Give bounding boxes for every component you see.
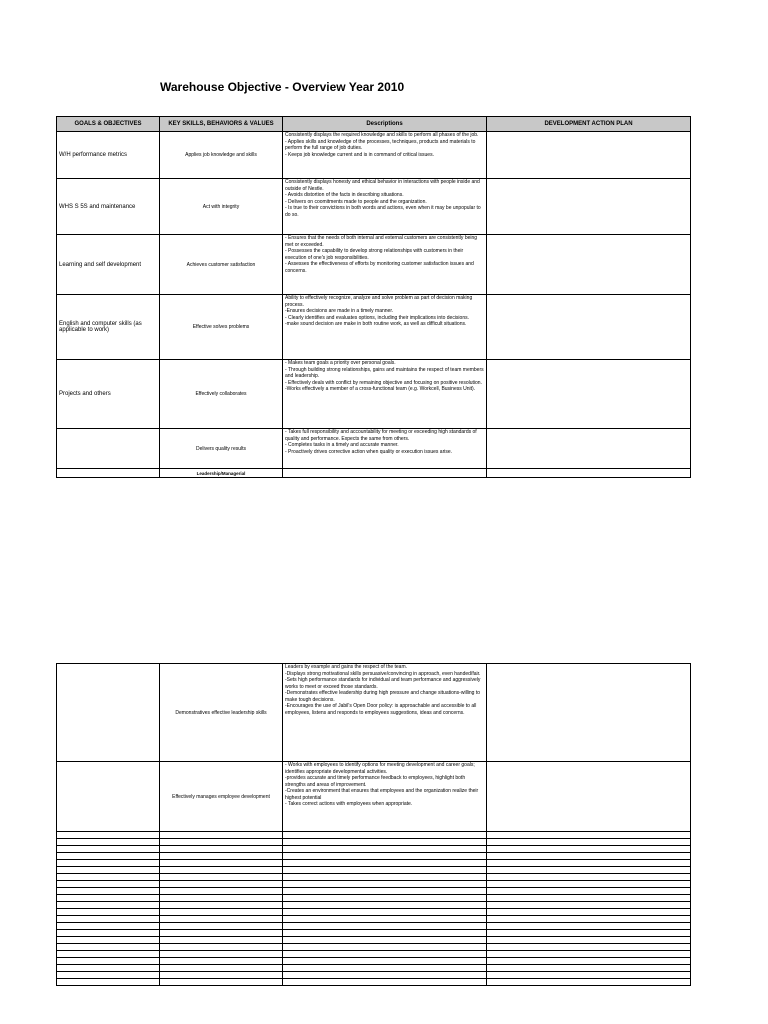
empty-row [57, 895, 691, 902]
action-plan-cell[interactable] [487, 469, 691, 478]
objectives-table [56, 116, 691, 478]
empty-cell[interactable] [160, 923, 283, 930]
action-plan-cell[interactable] [487, 295, 691, 360]
empty-row [57, 902, 691, 909]
empty-row [57, 930, 691, 937]
goal-cell: W/H performance metrics [57, 132, 160, 179]
action-plan-cell[interactable] [487, 179, 691, 235]
table-row [57, 664, 691, 762]
empty-cell[interactable] [487, 930, 691, 937]
action-plan-cell[interactable] [487, 762, 691, 832]
table-row [57, 469, 691, 478]
empty-cell[interactable] [487, 972, 691, 979]
empty-cell[interactable] [487, 881, 691, 888]
empty-cell[interactable] [160, 832, 283, 839]
empty-cell[interactable] [160, 951, 283, 958]
empty-cell[interactable] [160, 895, 283, 902]
empty-cell[interactable] [57, 881, 160, 888]
empty-cell[interactable] [160, 902, 283, 909]
empty-cell[interactable] [283, 909, 487, 916]
goal-cell [57, 469, 160, 478]
empty-row [57, 972, 691, 979]
empty-cell[interactable] [57, 930, 160, 937]
header-descriptions: Descriptions [283, 117, 487, 132]
empty-cell[interactable] [283, 923, 487, 930]
action-plan-cell[interactable] [487, 235, 691, 295]
empty-cell[interactable] [57, 909, 160, 916]
description-cell: Ability to effectively recognize, analyze and solve problem as part of decision making process. -Ensures decisions are made in a timely manner. - Clearly identifies and evaluates options, including their implications into decisions. -make sound decision are make in both routine work, as well as difficult situations. [283, 295, 487, 360]
empty-cell[interactable] [487, 867, 691, 874]
empty-cell[interactable] [283, 860, 487, 867]
empty-row [57, 923, 691, 930]
empty-row [57, 958, 691, 965]
action-plan-cell[interactable] [487, 132, 691, 179]
table-row [57, 295, 691, 360]
action-plan-cell[interactable] [487, 664, 691, 762]
empty-cell[interactable] [57, 965, 160, 972]
empty-cell[interactable] [160, 930, 283, 937]
empty-cell[interactable] [57, 888, 160, 895]
empty-cell[interactable] [57, 853, 160, 860]
empty-cell[interactable] [160, 846, 283, 853]
empty-cell[interactable] [160, 944, 283, 951]
empty-cell[interactable] [283, 895, 487, 902]
skill-cell: Demonstratives effective leadership skills [160, 664, 283, 762]
empty-cell[interactable] [487, 916, 691, 923]
empty-cell[interactable] [57, 895, 160, 902]
goal-cell [57, 429, 160, 469]
empty-cell[interactable] [57, 944, 160, 951]
empty-cell[interactable] [283, 930, 487, 937]
header-row [57, 117, 691, 132]
empty-cell[interactable] [487, 860, 691, 867]
empty-cell[interactable] [283, 937, 487, 944]
skill-cell: Effective solves problems [160, 295, 283, 360]
empty-cell[interactable] [57, 832, 160, 839]
empty-cell[interactable] [283, 944, 487, 951]
empty-cell[interactable] [283, 881, 487, 888]
empty-cell[interactable] [283, 972, 487, 979]
empty-cell[interactable] [57, 937, 160, 944]
empty-cell[interactable] [160, 972, 283, 979]
empty-row [57, 881, 691, 888]
empty-cell[interactable] [283, 958, 487, 965]
empty-row [57, 965, 691, 972]
empty-cell[interactable] [160, 965, 283, 972]
empty-cell[interactable] [283, 853, 487, 860]
empty-cell[interactable] [57, 958, 160, 965]
empty-cell[interactable] [57, 874, 160, 881]
empty-cell[interactable] [57, 923, 160, 930]
empty-cell[interactable] [487, 937, 691, 944]
empty-cell[interactable] [57, 860, 160, 867]
empty-cell[interactable] [160, 839, 283, 846]
skill-cell: Effectively collaborates [160, 360, 283, 429]
empty-cell[interactable] [487, 839, 691, 846]
empty-cell[interactable] [57, 951, 160, 958]
empty-cell[interactable] [283, 916, 487, 923]
empty-cell[interactable] [283, 832, 487, 839]
header-goals: GOALS & OBJECTIVES [57, 117, 160, 132]
action-plan-cell[interactable] [487, 429, 691, 469]
empty-cell[interactable] [283, 965, 487, 972]
empty-cell[interactable] [160, 958, 283, 965]
empty-cell[interactable] [487, 846, 691, 853]
goal-cell: Projects and others [57, 360, 160, 429]
description-cell: Consistently displays honesty and ethical behavior in interactions with people inside and outside of Nestle. - Avoids distortion of the facts in describing situations. - Delivers on coomitments made to people and the organization. - Is true to their convictions in both words and actions, even when it may be unpopular to do so. [283, 179, 487, 235]
empty-cell[interactable] [487, 965, 691, 972]
empty-cell[interactable] [160, 853, 283, 860]
description-cell: - Makes team goals a priority over personal goals. - Through building strong relationships, gains and maintains the respect of team members and leadership. - Effectively deals with conflict by remaining objective and focusing on positive resolution. -Works effectively a member of a cross-functional team (e.g. Workcell, Business Unit). [283, 360, 487, 429]
goal-cell [57, 762, 160, 832]
empty-cell[interactable] [283, 839, 487, 846]
empty-cell[interactable] [57, 916, 160, 923]
empty-cell[interactable] [160, 937, 283, 944]
empty-row [57, 860, 691, 867]
goal-cell [57, 664, 160, 762]
goal-cell: English and computer skills (as applicable to work) [57, 295, 160, 360]
empty-cell[interactable] [487, 832, 691, 839]
empty-row [57, 853, 691, 860]
empty-cell[interactable] [487, 958, 691, 965]
skill-cell: Achieves customer satisfaction [160, 235, 283, 295]
skill-cell: Delivers quality results [160, 429, 283, 469]
empty-row [57, 951, 691, 958]
goal-cell: WHS S 5S and maintenance [57, 179, 160, 235]
empty-cell[interactable] [283, 867, 487, 874]
empty-row [57, 832, 691, 839]
empty-cell[interactable] [160, 860, 283, 867]
empty-cell[interactable] [160, 916, 283, 923]
skill-cell: Applies job knowledge and skills [160, 132, 283, 179]
empty-cell[interactable] [160, 881, 283, 888]
table-row [57, 429, 691, 469]
empty-row [57, 839, 691, 846]
description-cell [283, 469, 487, 478]
description-cell: - Takes full responsibility and accountability for meeting or exceeding high standards of quality and performance. Expects the same from others. - Completes tasks in a timely and accurate manner. - Proactively drives corrective action when quality or execution issues arise. [283, 429, 487, 469]
header-skills: KEY SKILLS, BEHAVIORS & VALUES [160, 117, 283, 132]
table-row [57, 132, 691, 179]
empty-cell[interactable] [57, 902, 160, 909]
empty-row [57, 937, 691, 944]
action-plan-cell[interactable] [487, 360, 691, 429]
description-cell: - Ensures that the needs of both internal and external customers are consistently being met or exceeded. - Possesses the capability to develop strong relationships with customers in their execution of one's job responsibilities. - Assesses the effectiveness of efforts by monitoring customer satisfaction issues and concerns. [283, 235, 487, 295]
skill-cell: Effectively manages employee development [160, 762, 283, 832]
empty-cell[interactable] [283, 846, 487, 853]
empty-cell[interactable] [487, 902, 691, 909]
empty-cell[interactable] [57, 972, 160, 979]
empty-cell[interactable] [57, 867, 160, 874]
empty-cell[interactable] [487, 888, 691, 895]
table-row [57, 179, 691, 235]
empty-row [57, 916, 691, 923]
empty-cell[interactable] [57, 979, 160, 986]
section-label: Leadership/Managerial [160, 469, 283, 478]
empty-cell[interactable] [487, 909, 691, 916]
description-cell: - Works with employees to identify options for meeting development and career goals; identifies appropriate developmental activities. -provides accurate and timely performance feedback to employees, highlight both strengths and areas of improvement. -Creates an environment that ensures that employees and the organization realize their highest potential - Takes correct actions with employees when appropriate. [283, 762, 487, 832]
empty-cell[interactable] [160, 979, 283, 986]
empty-cell[interactable] [283, 951, 487, 958]
table-row [57, 235, 691, 295]
empty-rows [57, 832, 691, 986]
skill-cell: Act with integrity [160, 179, 283, 235]
empty-row [57, 874, 691, 881]
empty-cell[interactable] [160, 874, 283, 881]
empty-row [57, 944, 691, 951]
empty-cell[interactable] [487, 951, 691, 958]
empty-cell[interactable] [487, 874, 691, 881]
description-cell: Leaders by example and gains the respect of the team. -Displays strong motivational skills persuasive/convincing in approach, even handed/fair. -Sets high performance standards for individual and team performance and aggressively works to meet or exceed those standards. -Demonstrates effective leadership during high pressure and change situations-willing to make tough decisions. -Encourages the use of Jabil's Open Door policy: is approachable and accessible to all employees, listens and responds to employees suggestions, ideas and concerns. [283, 664, 487, 762]
empty-row [57, 888, 691, 895]
empty-cell[interactable] [160, 888, 283, 895]
empty-cell[interactable] [487, 923, 691, 930]
empty-cell[interactable] [283, 979, 487, 986]
empty-row [57, 867, 691, 874]
empty-row [57, 979, 691, 986]
empty-cell[interactable] [283, 902, 487, 909]
goal-cell: Learning and self development [57, 235, 160, 295]
empty-cell[interactable] [160, 909, 283, 916]
page-title: Warehouse Objective - Overview Year 2010 [160, 80, 405, 94]
empty-cell[interactable] [487, 895, 691, 902]
table-row [57, 360, 691, 429]
empty-cell[interactable] [487, 979, 691, 986]
leadership-table [56, 663, 691, 986]
empty-row [57, 909, 691, 916]
empty-cell[interactable] [57, 839, 160, 846]
header-action-plan: DEVELOPMENT ACTION PLAN [487, 117, 691, 132]
empty-cell[interactable] [487, 853, 691, 860]
empty-cell[interactable] [283, 874, 487, 881]
empty-cell[interactable] [57, 846, 160, 853]
empty-cell[interactable] [160, 867, 283, 874]
table-row [57, 762, 691, 832]
description-cell: Consistently displays the required knowledge and skills to perform all phases of the job. - Applies skills and knowledge of the processes, techniques, products and materials to perform the full range of job duties. - Keeps job knowledge current and is in command of critical issues. [283, 132, 487, 179]
empty-cell[interactable] [487, 944, 691, 951]
empty-cell[interactable] [283, 888, 487, 895]
empty-row [57, 846, 691, 853]
